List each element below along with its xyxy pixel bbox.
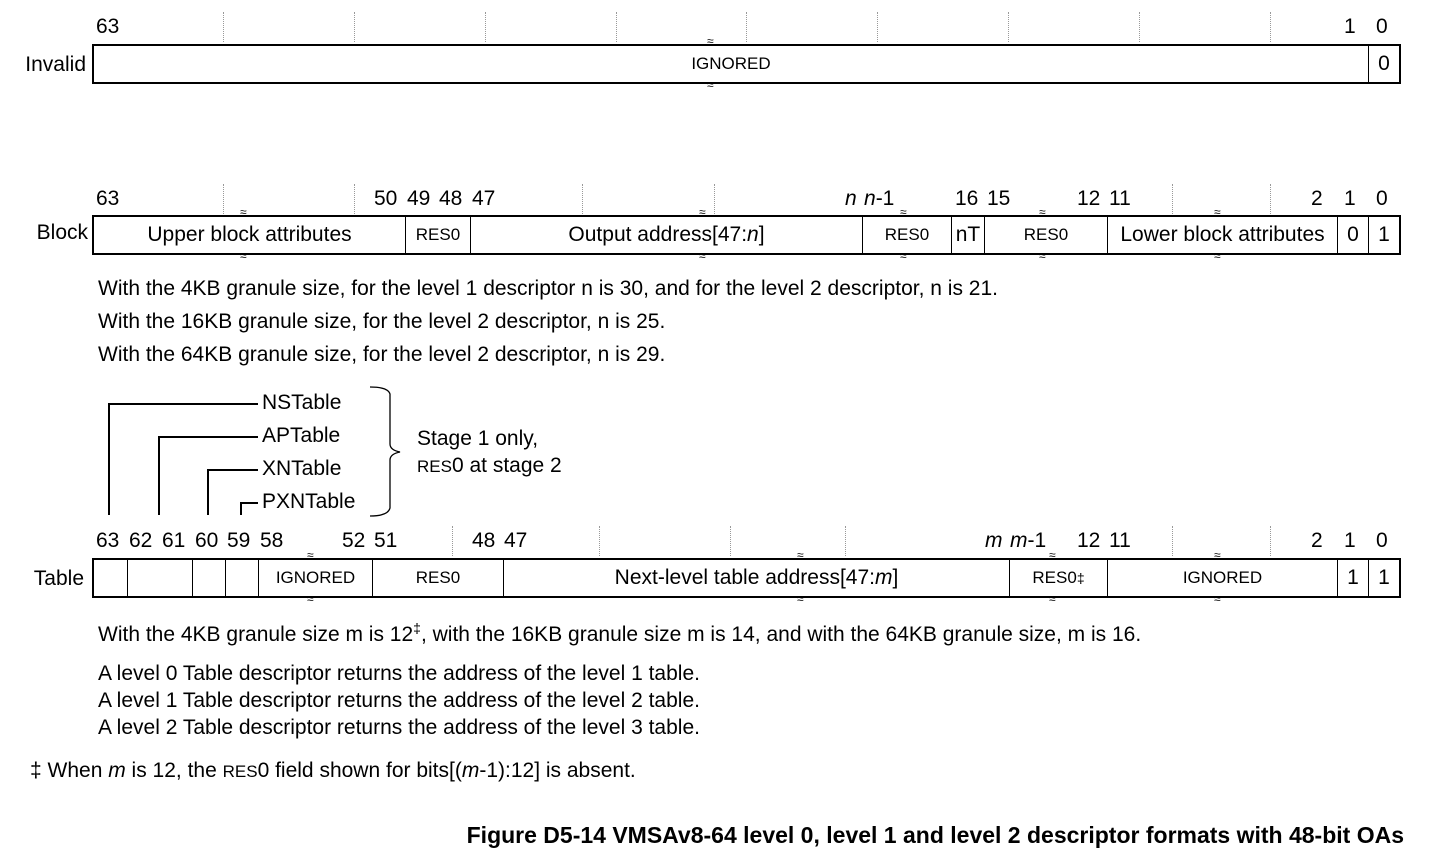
break-mark: ≈ [900, 249, 905, 263]
break-mark: ≈ [900, 205, 905, 219]
bit-number-47: 47 [504, 529, 528, 552]
field-bit0: 1 [1368, 560, 1399, 596]
field-res0: RES0 [862, 217, 951, 253]
bit-number-48: 48 [472, 529, 496, 552]
leader-line [207, 469, 209, 515]
footnote: ‡ When m is 12, the RES0 field shown for bits[(m-1):12] is absent. [30, 759, 636, 782]
table-level-note-2: A level 2 Table descriptor returns the address of the level 3 table. [98, 716, 700, 739]
break-mark: ≈ [240, 205, 245, 219]
field-output-address: Output address[47: n ] [470, 217, 862, 253]
bit-number-61: 61 [162, 529, 186, 552]
leader-line [240, 502, 242, 515]
field-bit1: 1 [1337, 560, 1368, 596]
tick [599, 526, 600, 556]
leader-pxntable: PXNTable [262, 490, 356, 513]
tick [223, 12, 224, 42]
bit-number-50: 50 [374, 187, 398, 210]
field-res0: RES0 [984, 217, 1107, 253]
break-mark: ≈ [699, 205, 704, 219]
leader-line [108, 403, 110, 515]
bit-number-11: 11 [1109, 529, 1131, 552]
break-mark: ≈ [1039, 249, 1044, 263]
break-mark: ≈ [1049, 548, 1054, 562]
tick [845, 526, 846, 556]
tick [1139, 12, 1140, 42]
bit-number-12: 12 [1077, 529, 1101, 552]
tick [1270, 526, 1271, 556]
break-mark: ≈ [699, 249, 704, 263]
bit-number-12: 12 [1077, 187, 1101, 210]
break-mark: ≈ [797, 548, 802, 562]
bit-number-49: 49 [407, 187, 431, 210]
bit-number-47: 47 [472, 187, 496, 210]
row-label-block: Block [36, 221, 88, 244]
field-ignored: IGNORED [258, 560, 372, 596]
bit-number-60: 60 [195, 529, 219, 552]
tick [354, 184, 355, 214]
field-aptable [127, 560, 192, 596]
invalid-register [92, 44, 1401, 84]
row-label-invalid: Invalid [25, 53, 86, 76]
tick [223, 184, 224, 214]
field-bit0: 1 [1368, 217, 1399, 253]
block-note-16kb: With the 16KB granule size, for the level 2 descriptor, n is 25. [98, 310, 666, 333]
bit-number-n-minus-1: n-1 [864, 187, 895, 210]
field-next-level-table-address: Next-level table address[47: m ] [503, 560, 1009, 596]
field-nt: nT [951, 217, 984, 253]
bit-number-m: m [985, 529, 1003, 552]
leader-line [108, 403, 258, 405]
bit-number-58: 58 [260, 529, 284, 552]
tick [714, 184, 715, 214]
tick [1270, 12, 1271, 42]
bit-number-11: 11 [1109, 187, 1131, 210]
break-mark: ≈ [1214, 592, 1219, 606]
bit-number-51: 51 [374, 529, 398, 552]
break-mark: ≈ [1049, 592, 1054, 606]
field-pxntable [225, 560, 258, 596]
block-register [92, 215, 1401, 255]
bit-number-m-minus-1: m-1 [1010, 529, 1047, 552]
bit-number-62: 62 [129, 529, 153, 552]
bit-number-16: 16 [955, 187, 979, 210]
field-xntable [192, 560, 225, 596]
bit-number-63: 63 [96, 529, 120, 552]
stage-note-line2: RES0 at stage 2 [417, 454, 562, 477]
bit-number-n: n [845, 187, 857, 210]
field-res0: RES0 [372, 560, 503, 596]
block-note-64kb: With the 64KB granule size, for the level 2 descriptor, n is 29. [98, 343, 666, 366]
bit-number-2: 2 [1311, 529, 1323, 552]
bit-number-48: 48 [439, 187, 463, 210]
leader-aptable: APTable [262, 424, 341, 447]
field-res0: RES0 [405, 217, 470, 253]
field-upper-block-attributes: Upper block attributes [147, 223, 352, 246]
break-mark: ≈ [240, 249, 245, 263]
tick [877, 12, 878, 42]
bit-number-2: 2 [1311, 187, 1323, 210]
tick [354, 12, 355, 42]
table-register [92, 558, 1401, 598]
field-ignored: IGNORED [1107, 560, 1337, 596]
tick [1172, 526, 1173, 556]
break-mark: ≈ [707, 34, 712, 48]
block-note-4kb: With the 4KB granule size, for the level 1 descriptor n is 30, and for the level 2 descriptor, n is 21. [98, 277, 998, 300]
field-lower-block-attributes: Lower block attributes [1107, 217, 1337, 253]
leader-line [240, 502, 258, 504]
tick [452, 526, 453, 556]
leader-xntable: XNTable [262, 457, 342, 480]
field-ignored: IGNORED [691, 54, 771, 73]
tick [1270, 184, 1271, 214]
bit-number-15: 15 [987, 187, 1011, 210]
tick [485, 12, 486, 42]
break-mark: ≈ [797, 592, 802, 606]
table-level-note-1: A level 1 Table descriptor returns the address of the level 2 table. [98, 689, 700, 712]
bit-number-1: 1 [1344, 15, 1356, 38]
stage-note-line1: Stage 1 only, [417, 427, 539, 450]
break-mark: ≈ [1214, 205, 1219, 219]
tick [616, 12, 617, 42]
break-mark: ≈ [1039, 205, 1044, 219]
leader-nstable: NSTable [262, 391, 342, 414]
bit-number-63: 63 [96, 187, 120, 210]
bit-number-0: 0 [1376, 15, 1388, 38]
bit-number-52: 52 [342, 529, 366, 552]
field-bit0: 0 [1368, 46, 1399, 82]
table-note-m: With the 4KB granule size m is 12‡, with the 16KB granule size m is 14, and with the 64KB granule size, m is 16. [98, 620, 1142, 646]
leader-line [158, 436, 258, 438]
tick [1008, 12, 1009, 42]
tick [1172, 184, 1173, 214]
brace-icon [368, 386, 408, 518]
leader-line [158, 436, 160, 515]
table-level-note-0: A level 0 Table descriptor returns the address of the level 1 table. [98, 662, 700, 685]
field-res0: RES0 ‡ [1009, 560, 1107, 596]
bit-number-59: 59 [227, 529, 251, 552]
figure-caption: Figure D5-14 VMSAv8-64 level 0, level 1 and level 2 descriptor formats with 48-bit OAs [466, 822, 1404, 848]
break-mark: ≈ [707, 78, 712, 92]
tick [746, 12, 747, 42]
break-mark: ≈ [307, 592, 312, 606]
field-nstable [94, 560, 127, 596]
break-mark: ≈ [1214, 548, 1219, 562]
leader-line [207, 469, 258, 471]
bit-number-0: 0 [1376, 529, 1388, 552]
tick [730, 526, 731, 556]
tick [582, 184, 583, 214]
bit-number-63: 63 [96, 15, 120, 38]
bit-number-0: 0 [1376, 187, 1388, 210]
row-label-table: Table [33, 567, 84, 590]
bit-number-1: 1 [1344, 529, 1356, 552]
bit-number-1: 1 [1344, 187, 1356, 210]
break-mark: ≈ [1214, 249, 1219, 263]
break-mark: ≈ [307, 548, 312, 562]
field-bit1: 0 [1337, 217, 1368, 253]
